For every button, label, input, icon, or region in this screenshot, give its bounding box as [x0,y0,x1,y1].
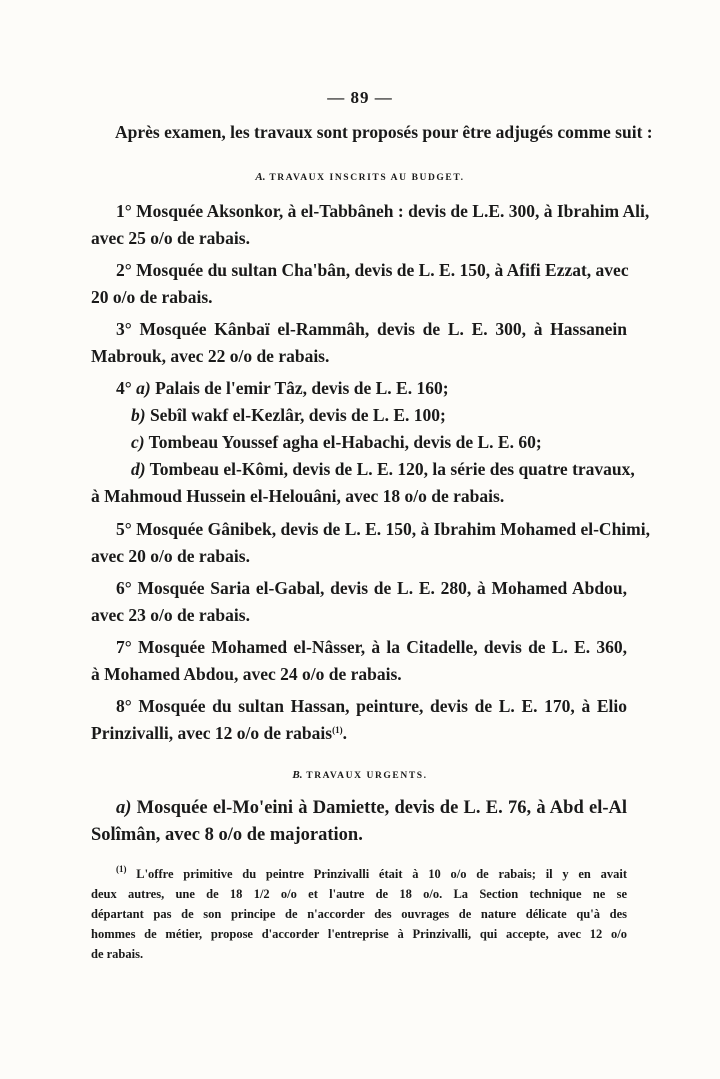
entry-line [91,429,627,456]
entry-text: Tombeau el-Kômi, devis de L. E. 120, la série des quatre travaux, [149,459,635,479]
entry-text: Mosquée du sultan Hassan, peinture, devis de L. E. 170, à Elio [138,696,627,716]
sub-label: c) [131,432,145,452]
entry-number: 7° [116,637,132,657]
entry-text: Mosquée Gânibek, devis de L. E. 150, à Ibrahim Mohamed el-Chimi, [136,519,650,539]
entry-text: Tombeau Youssef agha el-Habachi, devis de L. E. 60; [148,432,542,452]
entry-number: 5° [116,519,132,539]
entry-line [91,316,627,343]
entry-1 [91,198,650,252]
entry-line: Solîmân, avec 8 o/o de majoration. [91,825,363,845]
entry-4 [91,375,635,510]
entry-line [91,634,627,661]
sub-label: b) [131,405,146,425]
entry-line: à Mahmoud Hussein el-Helouâni, avec 18 o/o de rabais. [91,486,505,506]
intro-sentence: Après examen, les travaux sont proposés pour être adjugés comme suit : [115,122,653,142]
entry-2 [91,257,627,311]
section-heading-b [0,769,720,781]
entry-line: avec 23 o/o de rabais. [91,605,250,625]
entry-line [91,693,627,720]
entry-line [91,575,627,602]
footnote-line: de rabais. [91,947,144,961]
entry-line [91,456,635,483]
entry-text: Mosquée el-Mo'eini à Damiette, devis de L. E. 76, à Abd el-Al [136,798,628,818]
entry-line: à Mohamed Abdou, avec 24 o/o de rabais. [91,664,402,684]
footnote-line: hommes de métier, propose d'accorder l'entreprise à Prinzivalli, qui accepte, avec 12 o/o [91,927,627,941]
entry-line [91,795,627,822]
entry-text: Palais de l'emir Tâz, devis de L. E. 160; [155,378,449,398]
entry-text: Mosquée Aksonkor, à el-Tabbâneh : devis de L.E. 300, à Ibrahim Ali, [136,201,650,221]
entry-line: avec 20 o/o de rabais. [91,546,250,566]
entry-line [91,516,650,543]
entry-line [91,402,627,429]
entry-number: 6° [116,578,132,598]
entry-number: 8° [116,696,132,716]
entry-line: avec 25 o/o de rabais. [91,228,250,248]
entry-text: Mosquée Mohamed el-Nâsser, à la Citadelle, devis de L. E. 360, [138,637,628,657]
urgent-entry-a [91,795,627,849]
entry-number: 1° [116,201,132,221]
entry-line [91,257,627,284]
sub-label: a) [116,798,132,818]
entry-number: 2° [116,260,132,280]
footnote-line: départant pas de son principe de n'accorder des ouvrages de nature délicate qu'à des [91,907,627,921]
entry-5 [91,516,650,570]
section-title: TRAVAUX INSCRITS AU BUDGET. [269,173,465,183]
sub-label: d) [131,459,146,479]
section-letter: A. [255,171,266,183]
footnote-mark: (1) [116,864,127,874]
footnote-text: L'offre primitive du peintre Prinzivalli était à 10 o/o de rabais; il y en avait [136,867,628,881]
section-letter: B. [292,769,303,781]
footnote-line [91,864,627,884]
entry-3 [91,316,627,370]
entry-line: 20 o/o de rabais. [91,287,213,307]
entry-6 [91,575,627,629]
entry-number: 3° [116,319,132,339]
entry-text: . [342,723,347,743]
entry-text: Sebîl wakf el-Kezlâr, devis de L. E. 100; [149,405,446,425]
entry-number: 4° [116,378,132,398]
entry-text: Mosquée Saria el-Gabal, devis de L. E. 280, à Mohamed Abdou, [137,578,627,598]
footnote-line: deux autres, une de 18 1/2 o/o et l'autre de 18 o/o. La Section technique ne se [91,887,627,901]
entry-text: Mosquée du sultan Cha'bân, devis de L. E. 150, à Afifi Ezzat, avec [136,260,629,280]
section-heading-a [0,171,720,183]
page-number: — 89 — [327,88,393,107]
footnote [91,864,627,964]
entry-line: Mabrouk, avec 22 o/o de rabais. [91,346,330,366]
section-title: TRAVAUX URGENTS. [306,771,428,781]
entry-text: Prinzivalli, avec 12 o/o de rabais [91,723,333,743]
entry-7 [91,634,627,688]
sub-label: a) [136,378,151,398]
entry-8 [91,693,627,747]
footnote-reference: (1) [332,725,343,735]
entry-line [91,198,650,225]
entry-line [91,375,627,402]
entry-line [91,720,627,747]
entry-text: Mosquée Kânbaï el-Rammâh, devis de L. E. 300, à Hassanein [139,319,627,339]
